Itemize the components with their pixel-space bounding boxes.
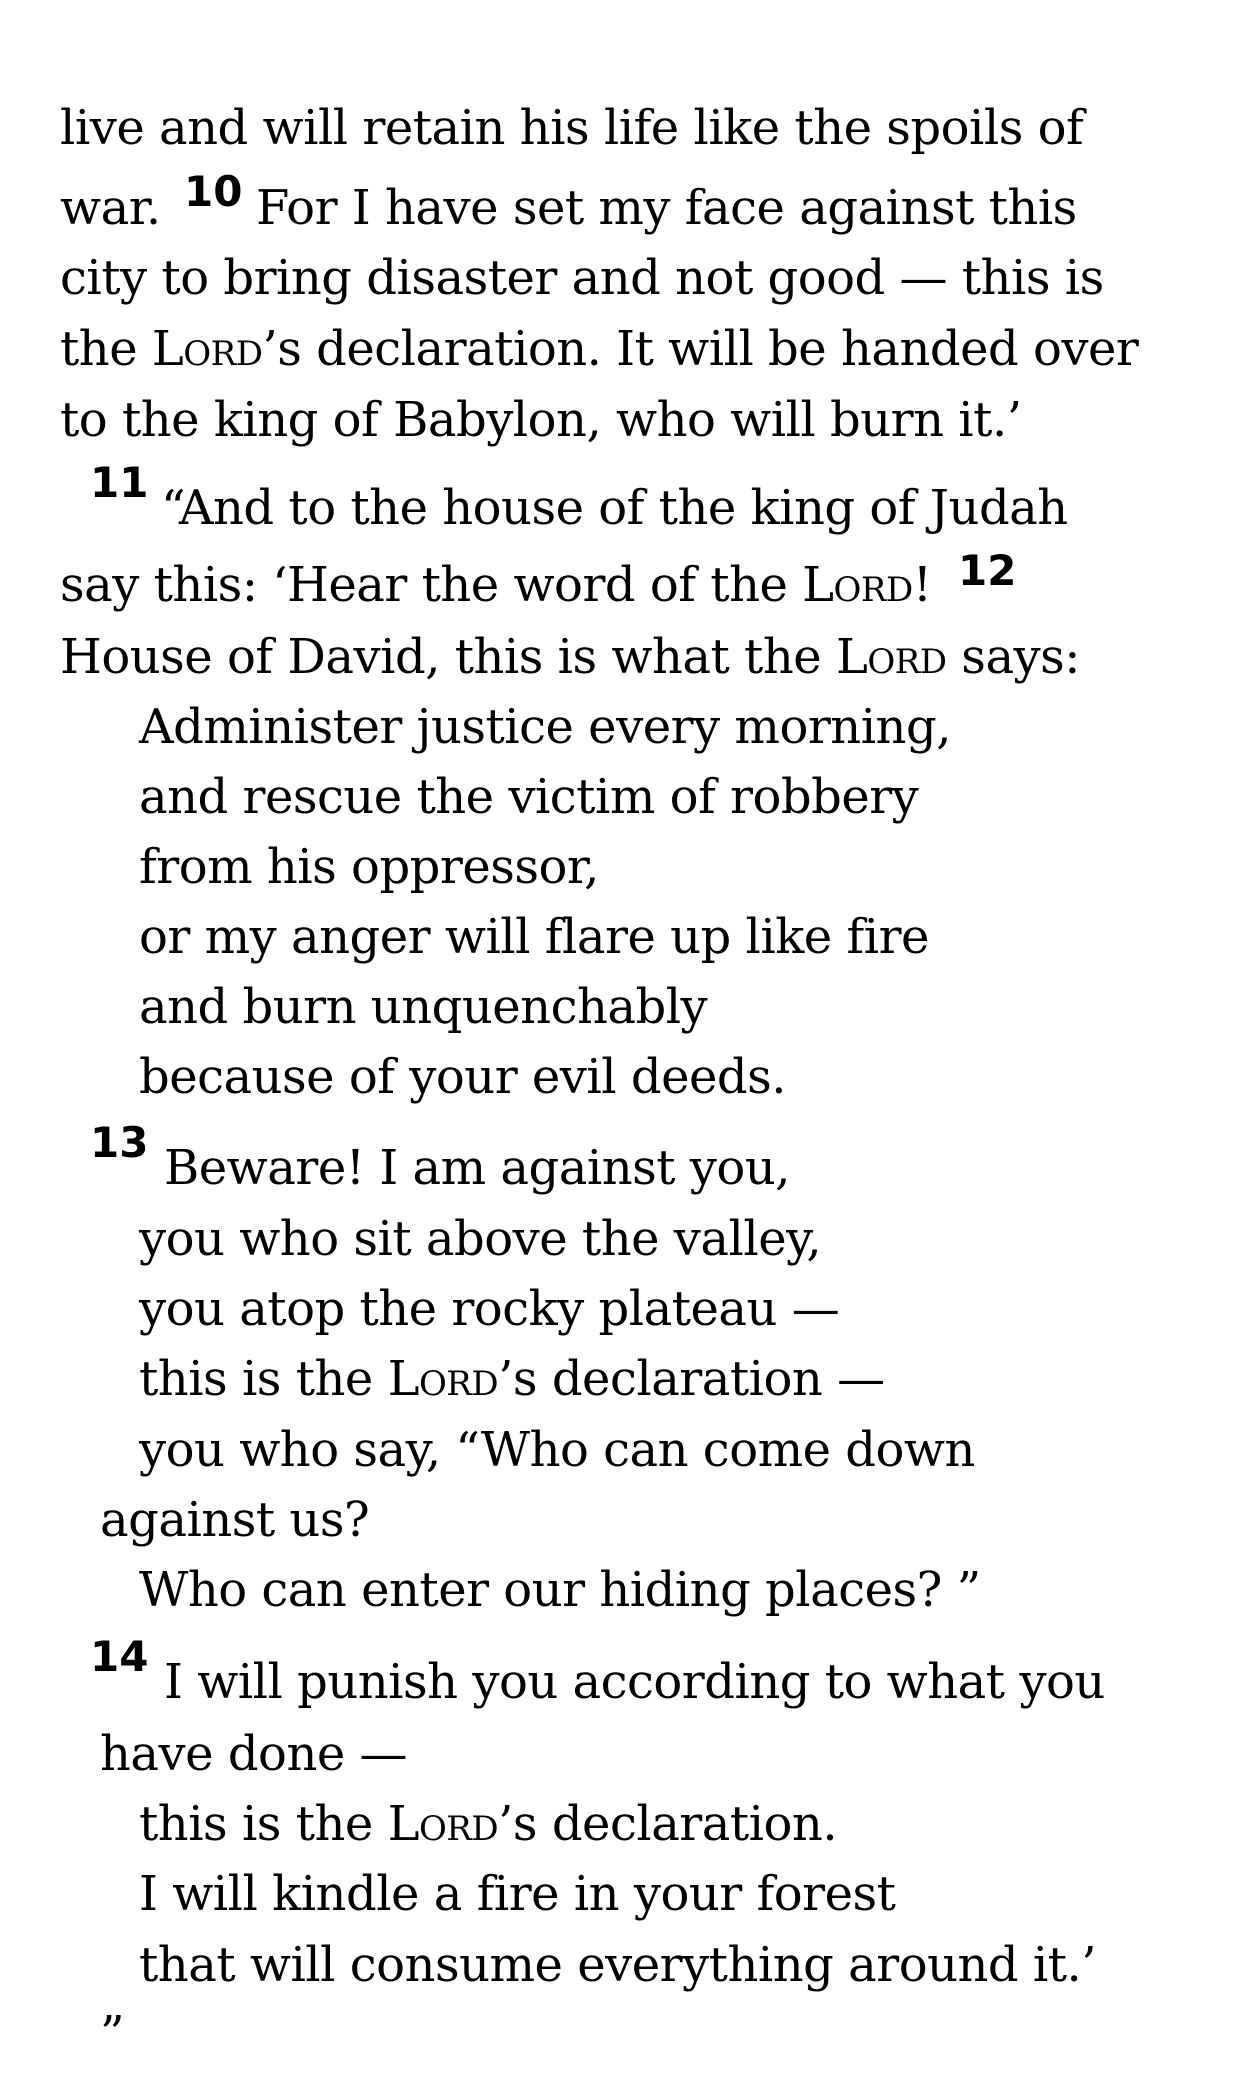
poetry-line: this is the Lord’s declaration —	[139, 1351, 885, 1407]
lord-small-caps: Lord	[835, 629, 947, 685]
poetry-line: Beware! I am against you,	[164, 1140, 790, 1196]
poetry-line: this is the Lord’s declaration.	[139, 1796, 838, 1852]
verse-number-12: 12	[958, 546, 1017, 595]
poetry-line: have done —	[100, 1726, 408, 1782]
poetry-line: you who sit above the valley,	[139, 1211, 822, 1267]
verse-number-14: 14	[90, 1632, 149, 1681]
poetry-line: Administer justice every morning,	[139, 699, 951, 755]
verse-number-10: 10	[184, 167, 243, 216]
poetry-line: and rescue the victim of robbery	[139, 769, 919, 825]
text-line: “And to the house of the king of Judah	[161, 480, 1068, 536]
text-line: For I have set my face against this	[256, 180, 1077, 236]
text-line: to the king of Babylon, who will burn it.’	[60, 392, 1022, 448]
poetry-line: against us?	[100, 1492, 370, 1548]
lord-small-caps: Lord	[387, 1351, 499, 1407]
poetry-line: I will kindle a fire in your forest	[139, 1866, 896, 1922]
poetry-line: and burn unquenchably	[139, 979, 708, 1035]
verse-number-11: 11	[90, 458, 149, 507]
text-line: war.	[60, 180, 161, 236]
poetry-line: you atop the rocky plateau —	[139, 1281, 840, 1337]
text-line: the Lord’s declaration. It will be handed over	[60, 321, 1139, 377]
lord-small-caps: Lord	[151, 321, 263, 377]
poetry-line: from his oppressor,	[139, 839, 599, 895]
lord-small-caps: Lord	[802, 557, 913, 613]
text-line: say this: ‘Hear the word of the Lord!	[60, 557, 932, 613]
poetry-line: Who can enter our hiding places? ”	[139, 1562, 981, 1618]
lord-small-caps: Lord	[387, 1796, 499, 1852]
poetry-line: you who say, “Who can come down	[139, 1422, 975, 1478]
verse-number-13: 13	[90, 1118, 149, 1167]
poetry-line: ”	[100, 2006, 125, 2062]
poetry-line: I will punish you according to what you	[164, 1654, 1105, 1710]
poetry-line: or my anger will flare up like fire	[139, 909, 929, 965]
text-line: city to bring disaster and not good — this is	[60, 250, 1104, 306]
poetry-line: that will consume everything around it.’	[139, 1937, 1097, 1993]
poetry-line: because of your evil deeds.	[139, 1049, 787, 1105]
text-line: live and will retain his life like the spoils of	[60, 100, 1084, 156]
text-line: House of David, this is what the Lord says:	[60, 629, 1080, 685]
